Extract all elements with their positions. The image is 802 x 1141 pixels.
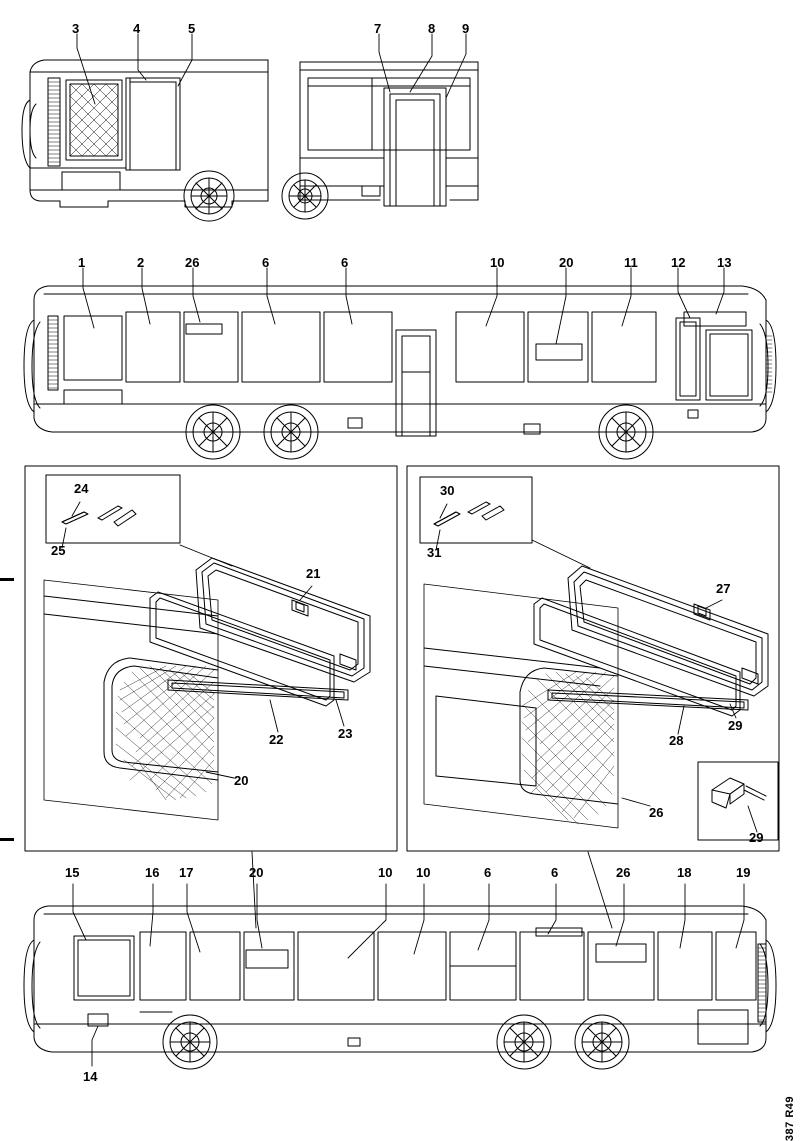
callout-1: 1 [78, 255, 86, 270]
callout-16: 16 [145, 865, 160, 880]
callout-29-b: 29 [749, 830, 764, 845]
callout-21: 21 [306, 566, 321, 581]
callout-6-b: 6 [341, 255, 349, 270]
detail-left-content [44, 502, 370, 820]
callout-20-a: 20 [559, 255, 574, 270]
callout-9: 9 [462, 21, 470, 36]
callout-15: 15 [65, 865, 80, 880]
callout-7: 7 [374, 21, 382, 36]
callout-12: 12 [671, 255, 686, 270]
callout-28: 28 [669, 733, 684, 748]
detail-right-content [424, 502, 768, 832]
callout-31: 31 [427, 545, 442, 560]
detail-panel-right-frame [407, 466, 779, 851]
callout-3: 3 [72, 21, 80, 36]
callout-17: 17 [179, 865, 194, 880]
callout-27: 27 [716, 581, 731, 596]
view-side-elevation-upper [24, 268, 776, 459]
callout-30: 30 [440, 483, 455, 498]
callout-10-c: 10 [416, 865, 431, 880]
callout-20-c: 20 [249, 865, 264, 880]
margin-tick-top [0, 578, 14, 581]
view-rear-corner [22, 34, 268, 221]
callout-6-c: 6 [484, 865, 492, 880]
callout-26-top: 26 [185, 255, 200, 270]
callout-24: 24 [74, 481, 89, 496]
callout-6-d: 6 [551, 865, 559, 880]
callout-20-b: 20 [234, 773, 249, 788]
view-door-section [282, 34, 478, 219]
callout-29-a: 29 [728, 718, 743, 733]
callout-13: 13 [717, 255, 732, 270]
callout-22: 22 [269, 732, 284, 747]
callout-10-b: 10 [378, 865, 393, 880]
callout-19: 19 [736, 865, 751, 880]
callout-6-a: 6 [262, 255, 270, 270]
callout-5: 5 [188, 21, 196, 36]
callout-2: 2 [137, 255, 145, 270]
callout-10-a: 10 [490, 255, 505, 270]
callout-26-c: 26 [616, 865, 631, 880]
callout-18: 18 [677, 865, 692, 880]
sheet-code: 387 R49 [784, 1096, 796, 1141]
view-side-elevation-lower [24, 852, 776, 1069]
callout-25: 25 [51, 543, 66, 558]
margin-tick-bottom [0, 838, 14, 841]
callout-11: 11 [624, 255, 638, 270]
callout-14: 14 [83, 1069, 98, 1084]
callout-26-b: 26 [649, 805, 664, 820]
callout-4: 4 [133, 21, 141, 36]
callout-8: 8 [428, 21, 436, 36]
detail-panel-left-frame [25, 466, 397, 851]
callout-23: 23 [338, 726, 353, 741]
